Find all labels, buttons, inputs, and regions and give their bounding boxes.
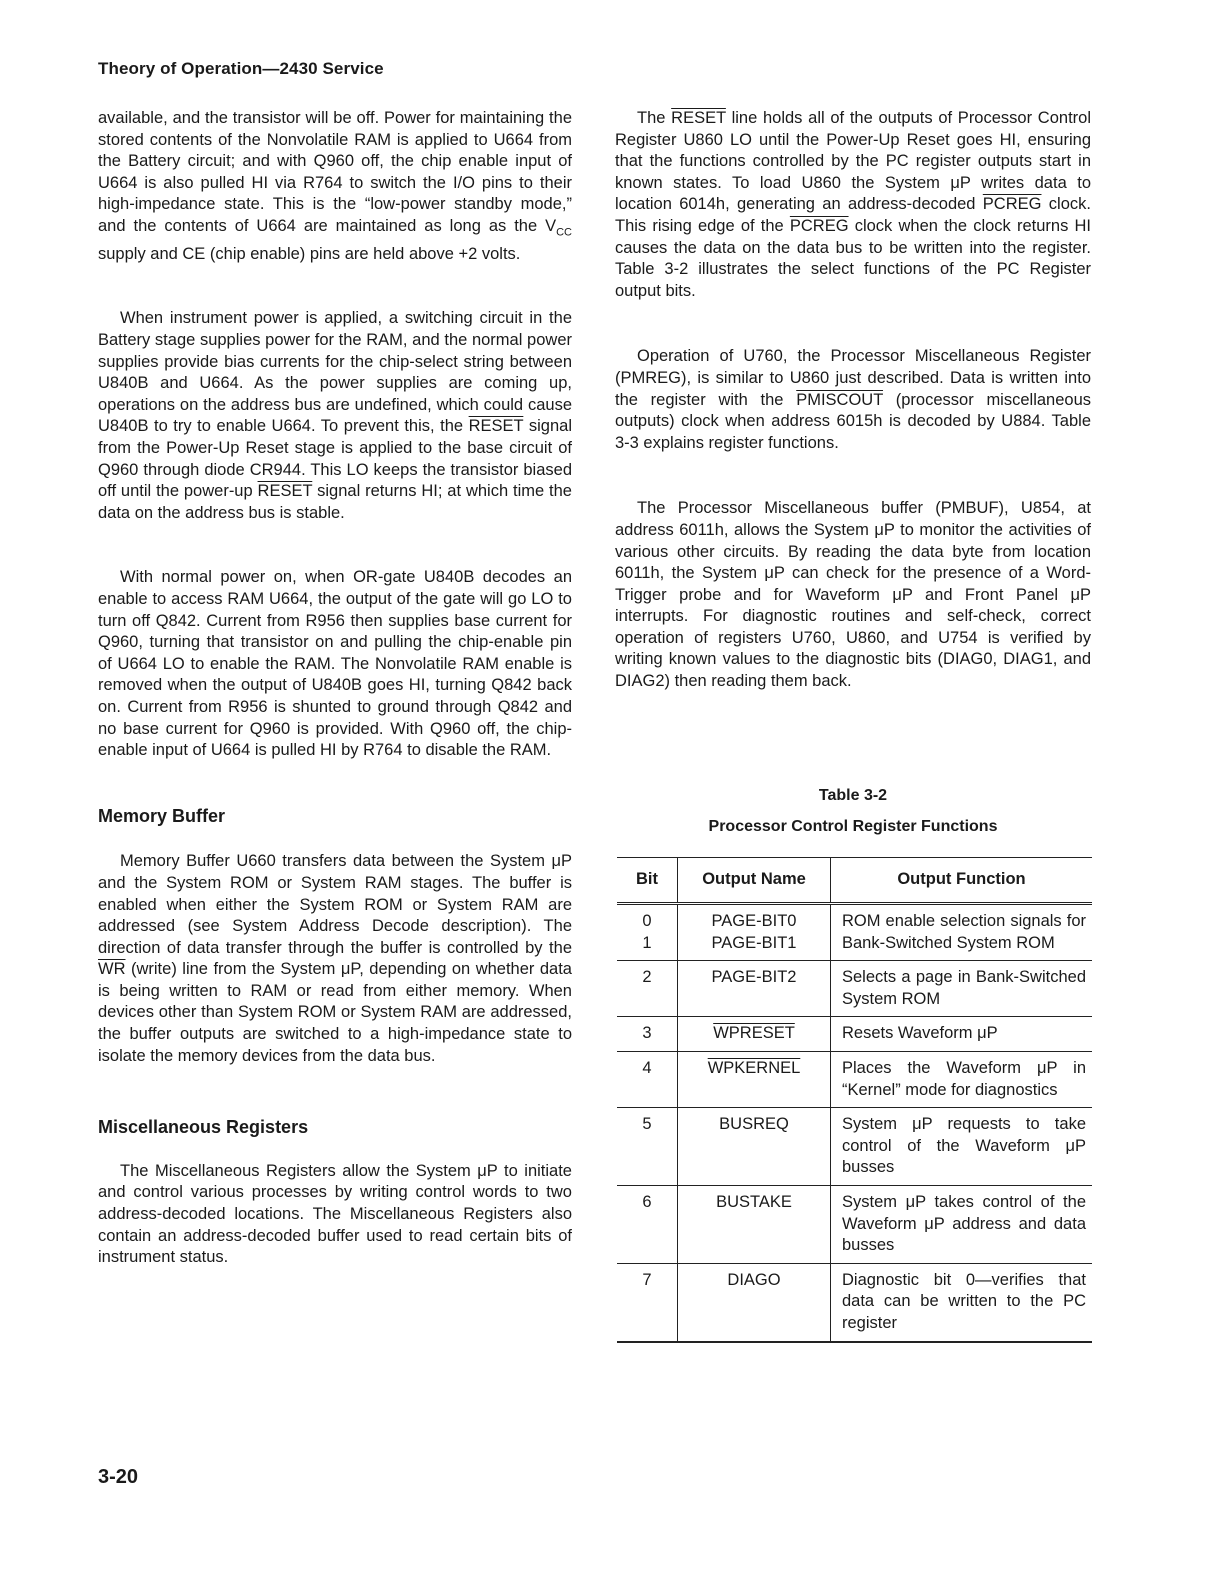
section-heading-misc-registers: Miscellaneous Registers: [98, 1117, 309, 1138]
page-number: 3-20: [98, 1466, 139, 1488]
table-row: [617, 1051, 1092, 1107]
paragraph-pmbuf: The Processor Miscellaneous buffer (PMBUF), U854, at address 6011h, allows the System μP to monitor the activities of various other circuits. By reading the data byte from location 6011h, the System μP can check for the presence of a Word-Trigger probe and for Waveform μP and Front Panel μP interrupts. For diagnostic routines and self-check, correct operation of registers U760, U860, and U754 is verified by writing known values to the diagnostic bits (DIAG0, DIAG1, and DIAG2) then reading them back.: [615, 499, 1091, 691]
paragraph-nonvolatile-standby: available, and the transistor will be off. Power for maintaining the stored contents of the Nonvolatile RAM is applied to U664 from the Battery circuit; and with Q960 off, the chip enable input of U664 is also pulled HI via R764 to switch the I/O pins to their high-impedance state. This is the “low-power standby mode,” and the contents of U664 are maintained as long as the $V_{CC}$ supply and CE (chip enable) pins are held above +2 volts.: [98, 109, 572, 263]
paragraph-normal-power: With normal power on, when OR-gate U840B decodes an enable to access RAM U664, the output of the gate will go LO to turn off Q842. Current from R956 then supplies base current for Q960, turning that transistor on and pulling the chip-enable pin of U664 LO to enable the RAM. The Nonvolatile RAM enable is removed when the output of U840B goes HI, turning Q842 back on. Current from R956 is shunted to ground through Q842 and no base current for Q960 is provided. With Q960 off, the chip-enable input of U664 is pulled HI by R764 to disable the RAM.: [98, 568, 572, 760]
table-row: [617, 1108, 1092, 1186]
pmiscout-signal: PMISCOUT: [796, 390, 884, 409]
cell-bit: 2: [617, 961, 678, 1017]
reset-signal: RESET: [468, 417, 524, 436]
table-title: Processor Control Register Functions: [708, 818, 998, 835]
header-output-function: Output Function: [831, 858, 1093, 904]
section-heading-memory-buffer: Memory Buffer: [98, 805, 226, 826]
table-header-row: [617, 858, 1092, 904]
cell-output-function: ROM enable selection signals for Bank-Switched System ROM: [831, 904, 1093, 961]
cell-output-name: BUSREQ: [678, 1108, 831, 1186]
reset-signal: RESET: [257, 482, 313, 501]
cell-bit: 3: [617, 1017, 678, 1052]
right-column: [615, 108, 1091, 693]
cell-output-function: Selects a page in Bank-Switched System ROM: [831, 961, 1093, 1017]
cell-bit: 0 1: [617, 904, 678, 961]
table-row: [617, 1017, 1092, 1052]
paragraph-misc-registers: The Miscellaneous Registers allow the System μP to initiate and control various processes by writing control words to two address-decoded locations. The Miscellaneous Registers also contain an address-decoded buffer used to read certain bits of instrument status.: [98, 1161, 572, 1267]
pcreg-signal: PCREG: [789, 216, 849, 235]
header-output-name: Output Name: [678, 858, 831, 904]
left-column: [98, 108, 572, 1269]
cell-output-function: System μP requests to take control of the Waveform μP busses: [831, 1108, 1093, 1186]
cell-output-name: PAGE-BIT0 PAGE-BIT1: [678, 904, 831, 961]
cell-output-name: WPKERNEL: [678, 1051, 831, 1107]
cell-output-function: Diagnostic bit 0—verifies that data can be written to the PC register: [831, 1263, 1093, 1341]
running-header: Theory of Operation—2430 Service: [98, 59, 384, 78]
register-functions-table: [617, 857, 1092, 1343]
pcreg-signal: PCREG: [982, 195, 1042, 214]
table-row: [617, 961, 1092, 1017]
cell-output-name: WPRESET: [678, 1017, 831, 1052]
cell-bit: 4: [617, 1051, 678, 1107]
cell-bit: 7: [617, 1263, 678, 1341]
cell-bit: 5: [617, 1108, 678, 1186]
table-row: [617, 1185, 1092, 1263]
cell-output-name: DIAGO: [678, 1263, 831, 1341]
cell-output-function: Resets Waveform μP: [831, 1017, 1093, 1052]
cell-bit: 6: [617, 1185, 678, 1263]
header-bit: Bit: [617, 858, 678, 904]
paragraph-memory-buffer: Memory Buffer U660 transfers data between the System μP and the System ROM or System RAM stages. The buffer is enabled when either the System ROM or System RAM are addressed (see System Address Decode description). The direction of data transfer through the buffer is controlled by the $\overline{WR}$ (write) line from the System μP, depending on whether data is being written to RAM or read from either memory. When devices other than System ROM or System RAM are addressed, the buffer outputs are switched to a high-impedance state to isolate the memory devices from the data bus.: [98, 852, 572, 1065]
paragraph-reset-line: The RESET line holds all of the outputs of Processor Control Register U860 LO until the Power-Up Reset goes HI, ensuring that the functions controlled by the PC register outputs start in known states. To load U860 the System μP writes data to location 6014h, generating an address-decoded PCREG clock. This rising edge of the PCREG clock when the clock returns HI causes the data on the data bus to be written into the register. Table 3-2 illustrates the select functions of the PC Register output bits.: [615, 109, 1091, 300]
table-row: [617, 1263, 1092, 1341]
cell-output-name: PAGE-BIT2: [678, 961, 831, 1017]
cell-output-function: Places the Waveform μP in “Kernel” mode for diagnostics: [831, 1051, 1093, 1107]
cell-output-function: System μP takes control of the Waveform μP address and data busses: [831, 1185, 1093, 1263]
wr-signal: $\overline{WR}$: [98, 960, 126, 979]
table-number: Table 3-2: [818, 787, 888, 804]
cell-output-name: BUSTAKE: [678, 1185, 831, 1263]
reset-signal: RESET: [671, 109, 726, 127]
paragraph-pmreg: Operation of U760, the Processor Miscellaneous Register (PMREG), is similar to U860 just described. Data is written into the register with the PMISCOUT (processor miscellaneous outputs) clock when address 6015h is decoded by U884. Table 3-3 explains register functions.: [615, 347, 1091, 452]
table-row: [617, 904, 1092, 961]
paragraph-power-applied: When instrument power is applied, a switching circuit in the Battery stage supplies power for the RAM, and the normal power supplies provide bias currents for the chip-select string between U840B and U664. As the power supplies are coming up, operations on the address bus are undefined, which could cause U840B to try to enable U664. To prevent this, the RESET signal from the Power-Up Reset stage is applied to the base circuit of Q960 through diode CR944. This LO keeps the transistor biased off until the power-up RESET signal returns HI; at which time the data on the address bus is stable.: [98, 309, 572, 522]
